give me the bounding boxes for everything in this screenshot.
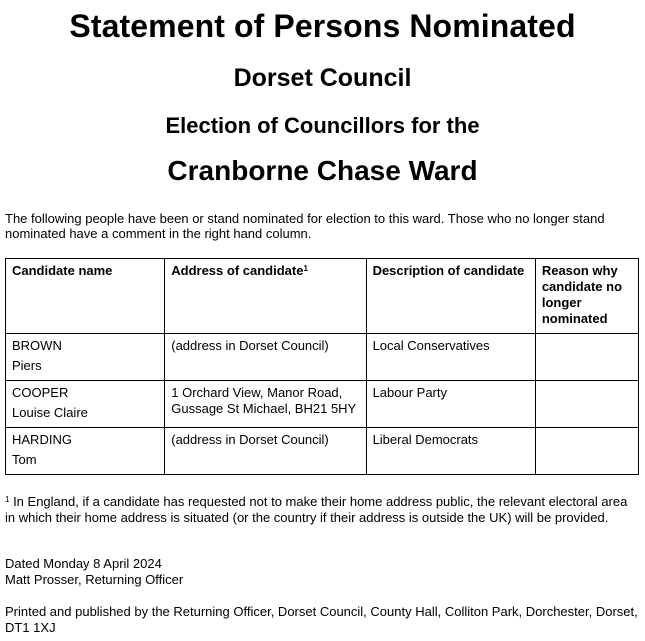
table-row [6, 428, 639, 475]
document-title: Statement of Persons Nominated [69, 8, 576, 44]
candidate-address: 1 Orchard View, Manor Road, Gussage St Michael, BH21 5HY [165, 381, 366, 428]
candidate-reason [535, 428, 638, 475]
header-address [165, 259, 366, 334]
candidate-forenames: Tom [12, 452, 37, 467]
candidate-address: (address in Dorset Council) [165, 428, 366, 475]
candidate-forenames: Louise Claire [12, 405, 88, 420]
table-row [6, 334, 639, 381]
header-address-label: Address of candidate [171, 263, 304, 278]
candidate-surname: COOPER [12, 385, 69, 400]
intro-paragraph: The following people have been or stand nominated for election to this ward. Those who no longer stand nominated have a comment in the right hand column. [5, 211, 605, 241]
candidate-name-cell [6, 428, 165, 475]
dated-line: Dated Monday 8 April 2024 [5, 556, 162, 571]
ward-name: Cranborne Chase Ward [167, 155, 478, 186]
candidate-forenames: Piers [12, 358, 42, 373]
election-line: Election of Councillors for the [165, 113, 480, 138]
council-name: Dorset Council [233, 64, 412, 92]
candidate-description: Liberal Democrats [366, 428, 535, 475]
candidate-name-cell [6, 334, 165, 381]
header-candidate-name: Candidate name [6, 259, 165, 334]
header-description: Description of candidate [366, 259, 535, 334]
candidate-surname: HARDING [12, 432, 72, 447]
footnote-number: 1 [5, 495, 10, 504]
header-reason: Reason why candidate no longer nominated [535, 259, 638, 334]
candidate-name-cell [6, 381, 165, 428]
candidate-description: Local Conservatives [366, 334, 535, 381]
candidate-reason [535, 334, 638, 381]
table-header-row [6, 259, 639, 334]
table-row [6, 381, 639, 428]
candidates-table [5, 258, 639, 475]
imprint: Printed and published by the Returning Officer, Dorset Council, County Hall, Colliton Park, Dorchester, Dorset, DT1 1XJ [5, 604, 638, 635]
footnote [5, 494, 641, 526]
dated-block [5, 556, 641, 588]
candidate-reason [535, 381, 638, 428]
footnote-marker: 1 [303, 264, 308, 273]
candidate-surname: BROWN [12, 338, 62, 353]
footnote-text: In England, if a candidate has requested not to make their home address public, the relevant electoral area in which their home address is situated (or the country if their address is outside the UK) will be provided. [5, 494, 628, 525]
candidate-description: Labour Party [366, 381, 535, 428]
returning-officer: Matt Prosser, Returning Officer [5, 572, 184, 587]
candidate-address: (address in Dorset Council) [165, 334, 366, 381]
